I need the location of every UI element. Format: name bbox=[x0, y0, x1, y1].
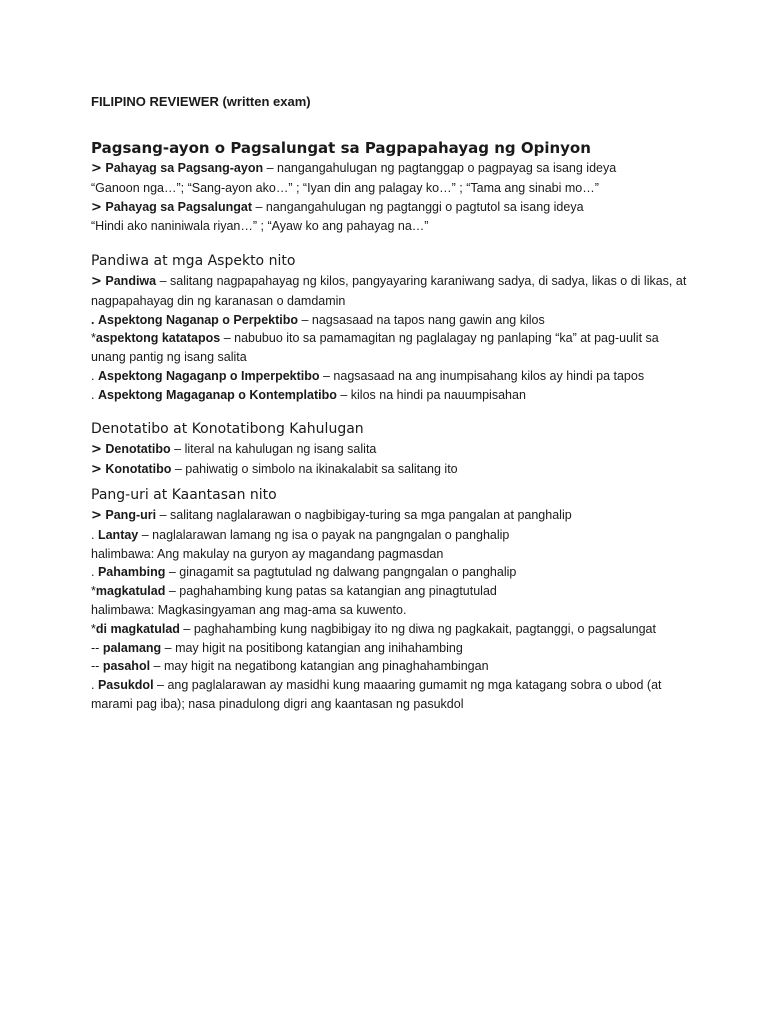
entry-term: magkatulad bbox=[95, 584, 166, 599]
entry-term: Pahayag sa Pagsang-ayon bbox=[105, 161, 264, 175]
example-line: halimbawa: Ang makulay na guryon ay magandang pagmasdan bbox=[91, 546, 444, 561]
entry-line bbox=[91, 657, 691, 676]
entry-text: – kilos na hindi pa nauumpisahan bbox=[336, 387, 526, 402]
entry-text: – nabubuo ito sa pamamagitan ng paglalagay ng panlaping “ka” at pag-uulit sa bbox=[220, 331, 659, 346]
entry-term: Pahayag sa Pagsalungat bbox=[105, 199, 252, 214]
entry-line bbox=[91, 582, 691, 601]
entry-line bbox=[91, 506, 691, 526]
entry-line bbox=[91, 367, 691, 386]
entry-term: Aspektong Naganap o Perpektibo bbox=[97, 312, 298, 327]
bullet-marker: . bbox=[91, 678, 95, 693]
bullet-marker: > bbox=[91, 274, 102, 289]
entry-line bbox=[91, 563, 691, 582]
bullet-marker: > bbox=[91, 508, 102, 523]
section-heading: Pandiwa at mga Aspekto nito bbox=[91, 253, 296, 269]
continuation-line: nagpapahayag din ng karanasan o damdamin bbox=[91, 293, 346, 308]
entry-text: – nangangahulugan ng pagtanggap o pagpayag sa isang ideya bbox=[263, 161, 617, 175]
bullet-marker: . bbox=[91, 312, 95, 327]
bullet-marker: -- bbox=[91, 640, 100, 655]
entry-text: – may higit na positibong katangian ang inihahambing bbox=[161, 640, 463, 655]
bullet-marker: -- bbox=[91, 659, 100, 674]
entry-line bbox=[91, 272, 691, 292]
entry-line bbox=[91, 311, 691, 330]
entry-text: – ang paglalarawan ay masidhi kung maaaring gumamit ng mga katagang sobra o ubod (at bbox=[153, 678, 662, 693]
entry-text: – may higit na negatibong katangian ang pinaghahambingan bbox=[150, 659, 489, 674]
section-pandiwa bbox=[91, 250, 691, 405]
entry-term: palamang bbox=[102, 640, 162, 655]
continuation-line: marami pag iba); nasa pinadulong digri ang kaantasan ng pasukdol bbox=[91, 696, 464, 711]
continuation-line: unang pantig ng isang salita bbox=[91, 350, 247, 365]
entry-term: Pandiwa bbox=[105, 274, 157, 288]
section-panguri bbox=[91, 484, 691, 714]
bullet-marker: > bbox=[91, 161, 102, 176]
entry-line bbox=[91, 676, 691, 695]
section-heading: Pagsang-ayon o Pagsalungat sa Pagpapahayag ng Opinyon bbox=[91, 139, 591, 157]
document-title: FILIPINO REVIEWER (written exam) bbox=[91, 94, 311, 109]
entry-term: di magkatulad bbox=[95, 621, 180, 636]
entry-line bbox=[91, 460, 691, 480]
bullet-marker: > bbox=[91, 442, 102, 457]
example-line: “Ganoon nga…”; “Sang-ayon ako…” ; “Iyan din ang palagay ko…” ; “Tama ang sinabi mo…” bbox=[91, 180, 599, 195]
entry-line bbox=[91, 639, 691, 658]
entry-text: – nangangahulugan ng pagtanggi o pagtutol sa isang ideya bbox=[251, 199, 584, 214]
bullet-marker: * bbox=[91, 621, 96, 636]
entry-text: – paghahambing kung nagbibigay ito ng diwa ng pagkakait, pagtanggi, o pagsalungat bbox=[179, 621, 656, 636]
entry-text: – literal na kahulugan ng isang salita bbox=[170, 442, 377, 456]
entry-line bbox=[91, 440, 691, 460]
entry-line bbox=[91, 386, 691, 405]
entry-term: Pasukdol bbox=[97, 678, 154, 693]
entry-text: – paghahambing kung patas sa katangian ang pinagtutulad bbox=[165, 584, 497, 599]
entry-term: pasahol bbox=[102, 659, 151, 674]
bullet-marker: * bbox=[91, 331, 96, 346]
entry-term: Lantay bbox=[97, 527, 139, 542]
entry-text: – salitang naglalarawan o nagbibigay-turing sa mga pangalan at panghalip bbox=[156, 508, 572, 522]
entry-text: – salitang nagpapahayag ng kilos, pangyayaring karaniwang sadya, di sadya, likas o di likas, at bbox=[156, 274, 687, 288]
entry-line bbox=[91, 198, 691, 218]
bullet-marker: > bbox=[91, 199, 102, 215]
entry-term: Pahambing bbox=[97, 565, 166, 580]
entry-text: – naglalarawan lamang ng isa o payak na pangngalan o panghalip bbox=[138, 527, 510, 542]
bullet-marker: . bbox=[91, 565, 95, 580]
entry-line bbox=[91, 620, 691, 639]
entry-term: aspektong katatapos bbox=[95, 331, 221, 346]
entry-term: Pang-uri bbox=[105, 508, 157, 522]
section-heading: Denotatibo at Konotatibong Kahulugan bbox=[91, 421, 364, 437]
section-heading: Pang-uri at Kaantasan nito bbox=[91, 487, 277, 503]
entry-term: Aspektong Nagaganp o Imperpektibo bbox=[97, 368, 320, 383]
entry-line bbox=[91, 526, 691, 545]
entry-term: Denotatibo bbox=[105, 442, 171, 456]
bullet-marker: . bbox=[91, 368, 95, 383]
entry-text: – nagsasaad na tapos nang gawin ang kilos bbox=[298, 312, 545, 327]
section-denotatibo bbox=[91, 418, 691, 480]
example-line: “Hindi ako naniniwala riyan…” ; “Ayaw ko ang pahayag na…” bbox=[91, 219, 429, 234]
section-opinyon bbox=[91, 137, 691, 236]
entry-line bbox=[91, 159, 691, 179]
bullet-marker: . bbox=[91, 387, 95, 402]
entry-text: – nagsasaad na ang inumpisahang kilos ay hindi pa tapos bbox=[319, 368, 645, 383]
bullet-marker: * bbox=[91, 584, 96, 599]
bullet-marker: . bbox=[91, 527, 95, 542]
example-line: halimbawa: Magkasingyaman ang mag-ama sa kuwento. bbox=[91, 602, 407, 617]
entry-term: Konotatibo bbox=[105, 461, 172, 476]
entry-text: – ginagamit sa pagtutulad ng dalwang pangngalan o panghalip bbox=[165, 565, 517, 580]
entry-term: Aspektong Magaganap o Kontemplatibo bbox=[97, 387, 337, 402]
entry-text: – pahiwatig o simbolo na ikinakalabit sa salitang ito bbox=[171, 461, 458, 476]
entry-line bbox=[91, 329, 691, 348]
bullet-marker: > bbox=[91, 461, 102, 477]
